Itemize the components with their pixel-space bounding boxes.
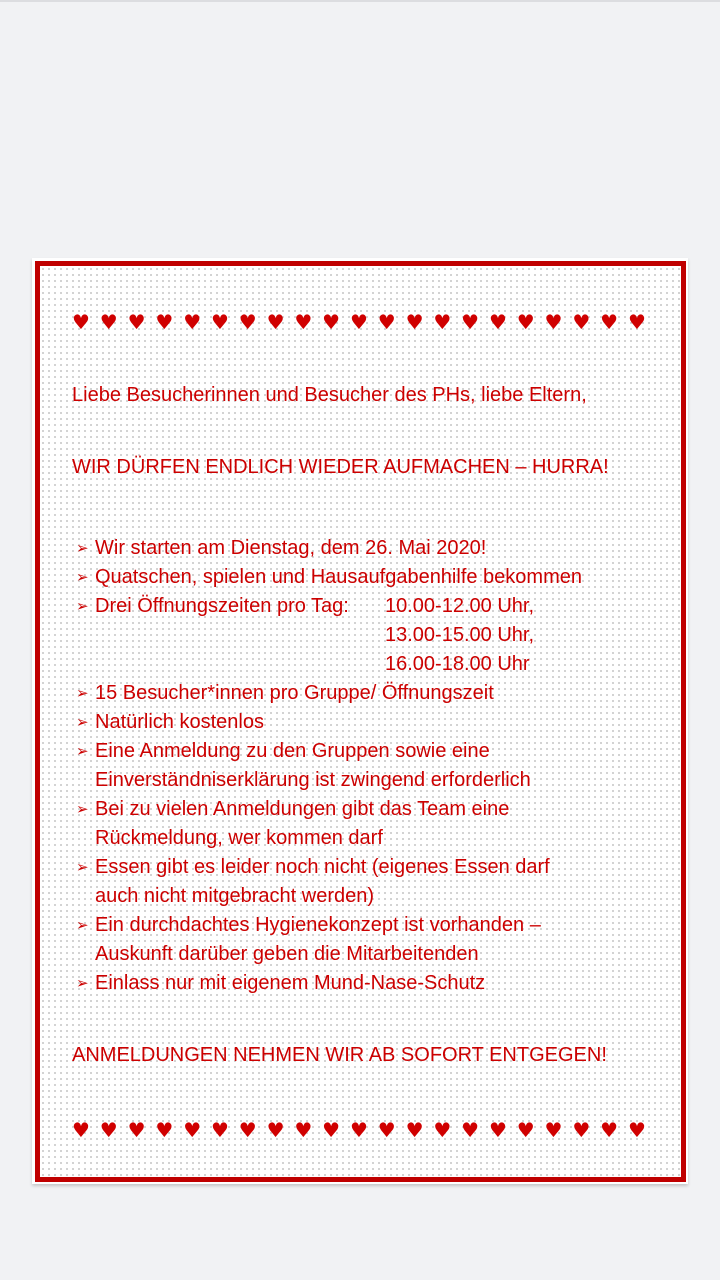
heart-icon: ♥: [210, 310, 229, 334]
heart-icon: ♥: [544, 310, 563, 334]
heart-icon: ♥: [405, 310, 424, 334]
bullet-item: Bei zu vielen Anmeldungen gibt das Team eine: [95, 798, 510, 820]
closing-text: ANMELDUNGEN NEHMEN WIR AB SOFORT ENTGEGEN!: [72, 1044, 607, 1066]
bullet-item: Eine Anmeldung zu den Gruppen sowie eine: [95, 740, 490, 762]
heart-icon: ♥: [72, 310, 90, 334]
bullet-continuation: Auskunft darüber geben die Mitarbeitenden: [95, 943, 479, 965]
heart-icon: ♥: [461, 1118, 480, 1142]
opening-time: 10.00-12.00 Uhr,: [385, 595, 534, 617]
bullet-arrow-icon: ➢: [76, 742, 89, 760]
heart-icon: ♥: [238, 310, 257, 334]
heart-row-top: [72, 311, 646, 333]
heart-icon: ♥: [488, 310, 507, 334]
heart-icon: ♥: [183, 310, 202, 334]
heart-icon: ♥: [155, 1118, 174, 1142]
bullet-arrow-icon: ➢: [76, 684, 89, 702]
heart-icon: ♥: [266, 1118, 285, 1142]
heart-icon: ♥: [600, 310, 619, 334]
heart-icon: ♥: [544, 1118, 563, 1142]
bullet-continuation: auch nicht mitgebracht werden): [95, 885, 375, 907]
heart-row-bottom: [72, 1119, 646, 1141]
heart-icon: ♥: [127, 310, 146, 334]
heart-icon: ♥: [183, 1118, 202, 1142]
heart-icon: ♥: [155, 310, 174, 334]
top-divider: [0, 0, 720, 2]
bullet-arrow-icon: ➢: [76, 597, 89, 615]
heart-icon: ♥: [294, 310, 313, 334]
heart-icon: ♥: [600, 1118, 619, 1142]
heart-icon: ♥: [627, 1118, 646, 1142]
heart-icon: ♥: [627, 310, 646, 334]
bullet-arrow-icon: ➢: [76, 568, 89, 586]
headline-text: WIR DÜRFEN ENDLICH WIEDER AUFMACHEN – HURRA!: [72, 456, 609, 478]
heart-icon: ♥: [433, 1118, 452, 1142]
heart-icon: ♥: [99, 1118, 118, 1142]
heart-icon: ♥: [238, 1118, 257, 1142]
bullet-item: Drei Öffnungszeiten pro Tag:: [95, 595, 349, 617]
heart-icon: ♥: [349, 1118, 368, 1142]
bullet-continuation: Einverständniserklärung ist zwingend erforderlich: [95, 769, 531, 791]
heart-icon: ♥: [99, 310, 118, 334]
heart-icon: ♥: [433, 310, 452, 334]
heart-icon: ♥: [516, 310, 535, 334]
heart-icon: ♥: [294, 1118, 313, 1142]
opening-time: 13.00-15.00 Uhr,: [385, 624, 534, 646]
bullet-item: Natürlich kostenlos: [95, 711, 264, 733]
bullet-continuation: Rückmeldung, wer kommen darf: [95, 827, 383, 849]
heart-icon: ♥: [461, 310, 480, 334]
bullet-item: Einlass nur mit eigenem Mund-Nase-Schutz: [95, 972, 486, 994]
heart-icon: ♥: [322, 1118, 341, 1142]
heart-icon: ♥: [377, 310, 396, 334]
bullet-item: Essen gibt es leider noch nicht (eigenes Essen darf: [95, 856, 550, 878]
bullet-item: Wir starten am Dienstag, dem 26. Mai 2020!: [95, 537, 487, 559]
bullet-item: Ein durchdachtes Hygienekonzept ist vorhanden –: [95, 914, 541, 936]
heart-icon: ♥: [210, 1118, 229, 1142]
bullet-arrow-icon: ➢: [76, 539, 89, 557]
heart-icon: ♥: [127, 1118, 146, 1142]
bullet-arrow-icon: ➢: [76, 916, 89, 934]
bullet-arrow-icon: ➢: [76, 800, 89, 818]
heart-icon: ♥: [377, 1118, 396, 1142]
greeting-text: Liebe Besucherinnen und Besucher des PHs, liebe Eltern,: [72, 384, 587, 406]
bullet-arrow-icon: ➢: [76, 713, 89, 731]
heart-icon: ♥: [405, 1118, 424, 1142]
bullet-arrow-icon: ➢: [76, 858, 89, 876]
heart-icon: ♥: [572, 1118, 591, 1142]
heart-icon: ♥: [322, 310, 341, 334]
bullet-arrow-icon: ➢: [76, 974, 89, 992]
heart-icon: ♥: [516, 1118, 535, 1142]
opening-time: 16.00-18.00 Uhr: [385, 653, 530, 675]
bullet-item: Quatschen, spielen und Hausaufgabenhilfe bekommen: [95, 566, 582, 588]
heart-icon: ♥: [72, 1118, 90, 1142]
heart-icon: ♥: [488, 1118, 507, 1142]
heart-icon: ♥: [266, 310, 285, 334]
heart-icon: ♥: [572, 310, 591, 334]
heart-icon: ♥: [349, 310, 368, 334]
bullet-item: 15 Besucher*innen pro Gruppe/ Öffnungszeit: [95, 682, 494, 704]
